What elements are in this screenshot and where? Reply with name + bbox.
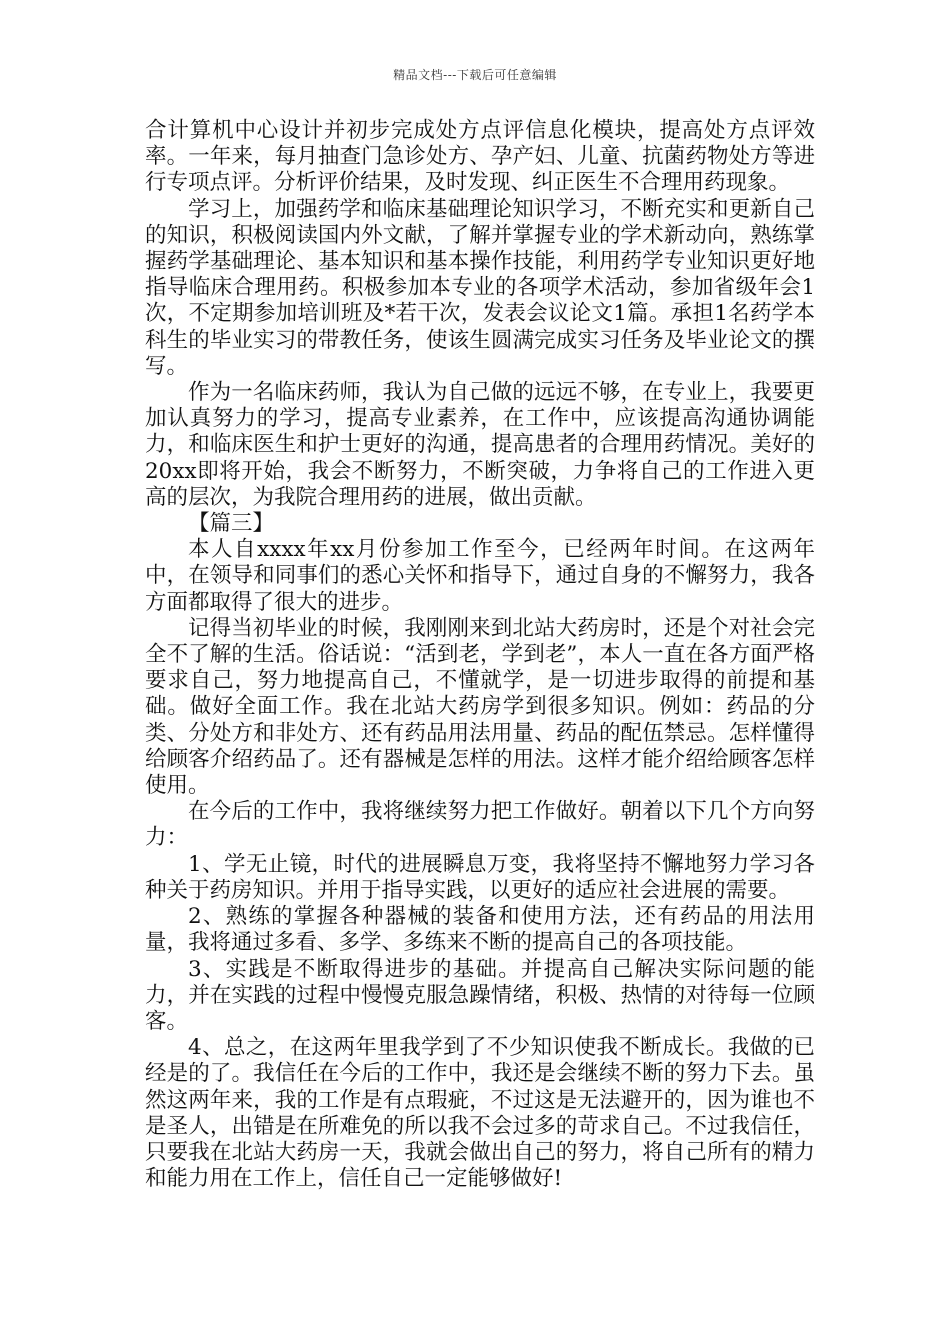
paragraph-clinical-pharmacist: 作为一名临床药师，我认为自己做的远远不够，在专业上，我要更加认真努力的学习，提高专业素养，在工作中，应该提高沟通协调能力，和临床医生和护士更好的沟通，提高患者的合理用药情况。美好的20xx即将开始，我会不断努力，不断突破，力争将自己的工作进入更高的层次，为我院合理用药的进展，做出贡献。 [145,380,815,510]
document-body [145,118,815,1192]
paragraph-study: 学习上，加强药学和临床基础理论知识学习，不断充实和更新自己的知识，积极阅读国内外文献，了解并掌握专业的学术新动向，熟练掌握药学基础理论、基本知识和基本操作技能，利用药学专业知识更好地指导临床合理用药。积极参加本专业的各项学术活动，参加省级年会1次，不定期参加培训班及*若干次，发表会议论文1篇。承担1名药学本科生的毕业实习的带教任务，使该生圆满完成实习任务及毕业论文的撰写。 [145,196,815,379]
paragraph-intro: 本人自xxxx年xx月份参加工作至今，已经两年时间。在这两年中，在领导和同事们的悉心关怀和指导下，通过自身的不懈努力，我各方面都取得了很大的进步。 [145,537,815,615]
section-title-part-three: 【篇三】 [188,511,275,537]
paragraph-future-work: 在今后的工作中，我将继续努力把工作做好。朝着以下几个方向努力： [145,799,815,851]
list-item-1: 1、学无止镜，时代的进展瞬息万变，我将坚持不懈地努力学习各种关于药房知识。并用于指导实践，以更好的适应社会进展的需要。 [145,851,815,903]
page-header-note: 精品文档---下载后可任意编辑 [393,68,557,82]
list-item-2: 2、熟练的掌握各种器械的装备和使用方法，还有药品的用法用量，我将通过多看、多学、多练来不断的提高自己的各项技能。 [145,904,815,956]
list-item-3: 3、实践是不断取得进步的基础。并提高自己解决实际问题的能力，并在实践的过程中慢慢克服急躁情绪，积极、热情的对待每一位顾客。 [145,956,815,1034]
list-item-4: 4、总之，在这两年里我学到了不少知识使我不断成长。我做的已经是的了。我信任在今后的工作中，我还是会继续不断的努力下去。虽然这两年来，我的工作是有点瑕疵，不过这是无法避开的，因为谁也不是圣人，出错是在所难免的所以我不会过多的苛求自己。不过我信任，只要我在北站大药房一天，我就会做出自己的努力，将自己所有的精力和能力用在工作上，信任自己一定能够做好! [145,1035,815,1192]
paragraph-graduation: 记得当初毕业的时候，我刚刚来到北站大药房时，还是个对社会完全不了解的生活。俗话说：“活到老，学到老”，本人一直在各方面严格要求自己，努力地提高自己，不懂就学，是一切进步取得的前提和基础。做好全面工作。我在北站大药房学到很多知识。例如：药品的分类、分处方和非处方、还有药品用法用量、药品的配伍禁忌。怎样懂得给顾客介绍药品了。还有器械是怎样的用法。这样才能介绍给顾客怎样使用。 [145,615,815,799]
paragraph-continued: 合计算机中心设计并初步完成处方点评信息化模块，提高处方点评效率。一年来，每月抽查门急诊处方、孕产妇、儿童、抗菌药物处方等进行专项点评。分析评价结果，及时发现、纠正医生不合理用药现象。 [145,118,815,196]
